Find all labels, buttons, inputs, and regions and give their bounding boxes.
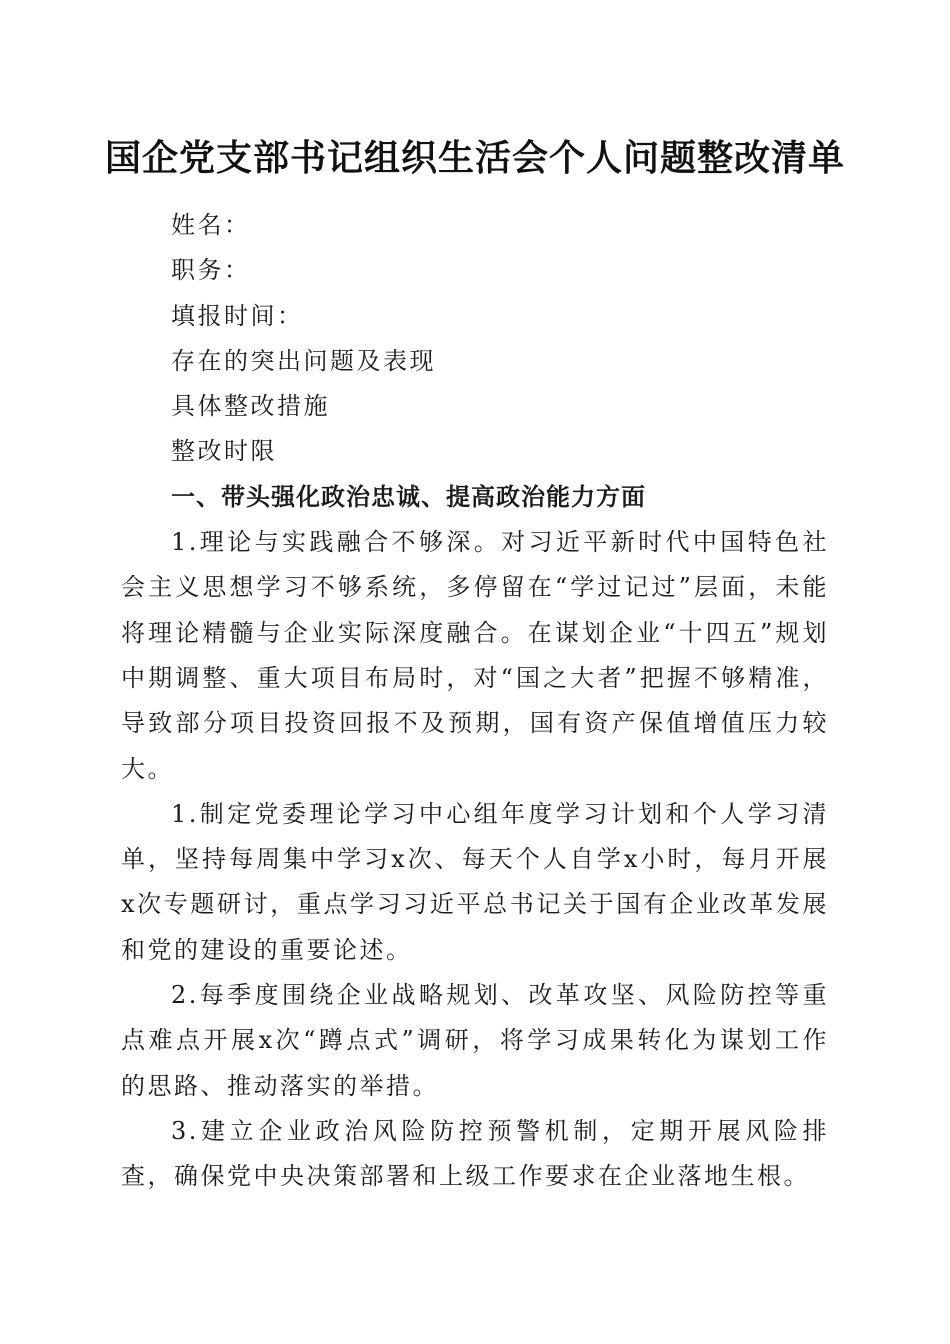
document-body <box>121 203 829 1200</box>
column-header-problems: 存在的突出问题及表现 <box>171 346 436 375</box>
measure-paragraph: 3.建立企业政治风险防控预警机制，定期开展风险排查，确保党中央决策部署和上级工作要求在企业落地生根。 <box>121 1116 829 1191</box>
position-field-label: 职务： <box>171 256 251 285</box>
name-field-label: 姓名： <box>171 211 251 239</box>
section-heading: 一、带头强化政治忠诚、提高政治能力方面 <box>171 482 646 511</box>
measure-paragraph: 1.制定党委理论学习中心组年度学习计划和个人学习清单，坚持每周集中学习x次、每天个人自学x小时，每月开展x次专题研讨，重点学习习近平总书记关于国有企业改革发展和党的建设的重要论述。 <box>121 799 829 964</box>
document-title: 国企党支部书记组织生活会个人问题整改清单 <box>104 138 845 179</box>
date-field-label: 填报时间： <box>171 301 304 330</box>
measure-paragraph: 2.每季度围绕企业战略规划、改革攻坚、风险防控等重点难点开展x次“蹲点式”调研，将学习成果转化为谋划工作的思路、推动落实的举措。 <box>121 981 829 1100</box>
column-header-deadline: 整改时限 <box>171 437 277 466</box>
column-header-measures: 具体整改措施 <box>171 392 330 421</box>
problem-paragraph: 1.理论与实践融合不够深。对习近平新时代中国特色社会主义思想学习不够系统，多停留在“学过记过”层面，未能将理论精髓与企业实际深度融合。在谋划企业“十四五”规划中期调整、重大项目布局时，对“国之大者”把握不够精准，导致部分项目投资回报不及预期，国有资产保值增值压力较大。 <box>121 528 829 783</box>
